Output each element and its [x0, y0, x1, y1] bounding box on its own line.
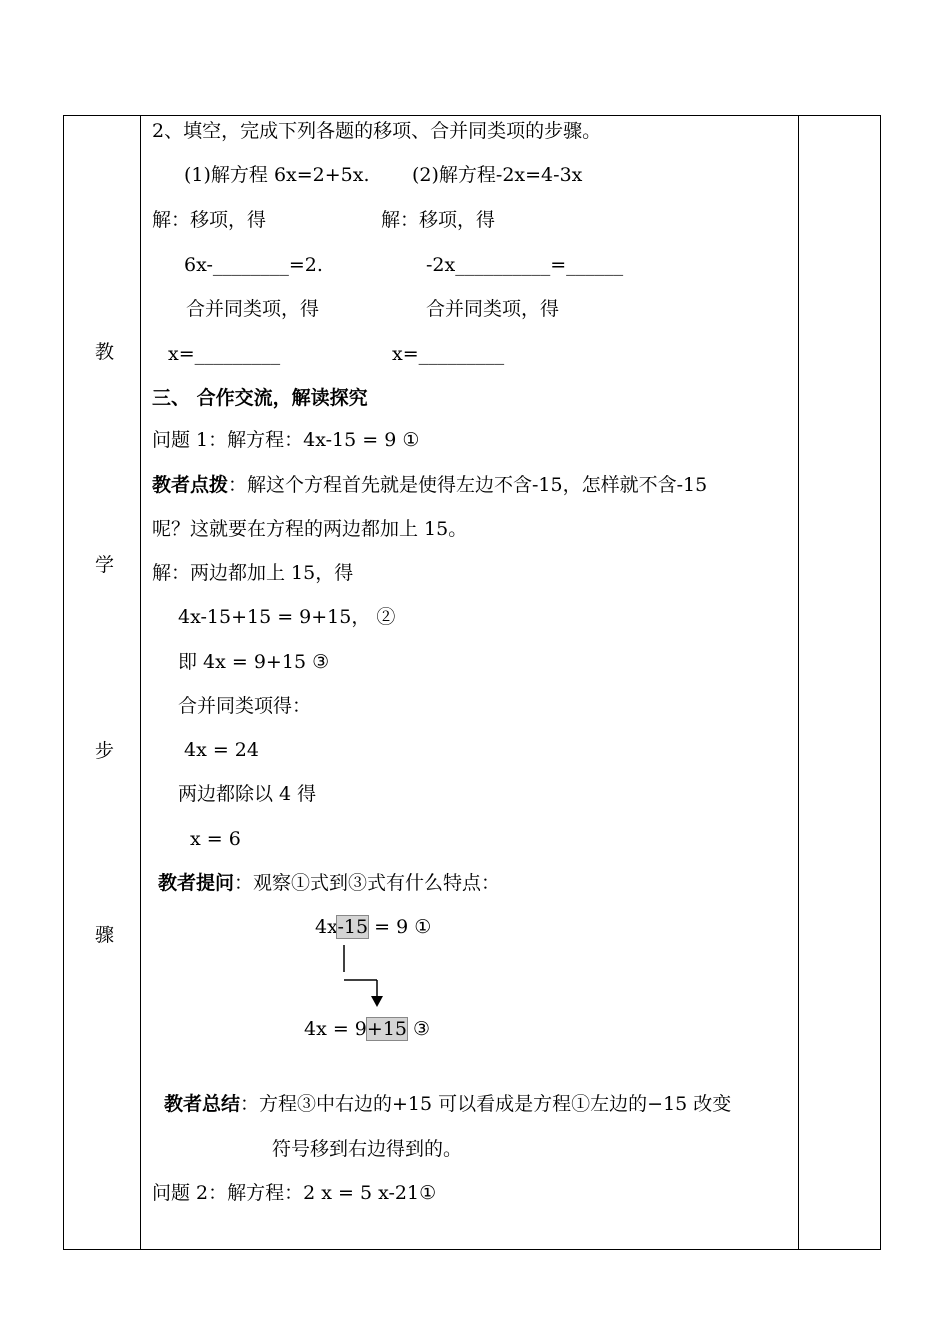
solution-step-1: 解：两边都加上 15，得 [152, 562, 354, 584]
equation-1-left: 4x [315, 916, 338, 938]
solution-step-5: 4x = 24 [184, 739, 259, 761]
side-label-char-3: 步 [95, 740, 115, 762]
problem-1-answer-blank: x=_________ [168, 343, 281, 365]
problem-1-step-move: 解：移项，得 [152, 209, 267, 231]
equation-1-right: = 9 ① [368, 916, 432, 938]
problem-1-blank-1: 6x-________=2. [184, 254, 323, 276]
problem-2-answer-blank: x=_________ [392, 343, 505, 365]
teacher-hint-text: ：解这个方程首先就是使得左边不含-15，怎样就不含-15 [228, 474, 708, 496]
teacher-question [158, 872, 500, 894]
teacher-hint [152, 474, 707, 496]
teacher-question-label: 教者提问 [158, 872, 235, 894]
question-2: 问题 2：解方程：2 x = 5 x-21① [152, 1182, 437, 1204]
problem-2-blank-1: -2x__________=______ [426, 254, 624, 276]
solution-step-7: x = 6 [190, 828, 241, 850]
teacher-summary-continued: 符号移到右边得到的。 [272, 1138, 463, 1160]
equation-3-right: ③ [407, 1018, 431, 1040]
side-label-char-2: 学 [95, 554, 115, 576]
equation-3-left: 4x = 9 [304, 1018, 367, 1040]
equation-3-diagram [304, 1018, 430, 1040]
problem-1-step-combine: 合并同类项，得 [186, 298, 320, 320]
teacher-hint-continued: 呢？这就要在方程的两边都加上 15。 [152, 518, 468, 540]
question-1: 问题 1：解方程：4x-15 = 9 ① [152, 429, 420, 451]
problem-1-title: (1)解方程 6x=2+5x. [184, 164, 370, 186]
move-term-arrow [330, 940, 390, 1010]
section-3-heading: 三、 合作交流，解读探究 [152, 387, 368, 409]
problem-2-step-move: 解：移项，得 [381, 209, 496, 231]
teacher-summary-label: 教者总结 [164, 1093, 241, 1115]
equation-3-highlight: +15 [366, 1018, 408, 1040]
teacher-summary [164, 1093, 731, 1115]
column-divider-right [798, 115, 799, 1250]
solution-step-2: 4x-15+15 = 9+15， ② [178, 606, 396, 628]
side-label-char-4: 骤 [95, 924, 115, 946]
column-divider-left [140, 115, 141, 1250]
teacher-summary-text: ：方程③中右边的+15 可以看成是方程①左边的−15 改变 [240, 1093, 732, 1115]
solution-step-4: 合并同类项得： [178, 695, 312, 717]
fill-blank-instruction: 2、填空，完成下列各题的移项、合并同类项的步骤。 [152, 120, 602, 142]
equation-1-diagram [315, 916, 431, 938]
teacher-question-text: ：观察①式到③式有什么特点： [234, 872, 501, 894]
equation-1-highlight: -15 [337, 916, 369, 938]
problem-2-step-combine: 合并同类项，得 [426, 298, 560, 320]
teacher-hint-label: 教者点拨 [152, 474, 229, 496]
solution-step-3: 即 4x = 9+15 ③ [178, 651, 330, 673]
table-frame [63, 115, 881, 1250]
side-label-char-1: 教 [95, 341, 115, 363]
solution-step-6: 两边都除以 4 得 [178, 783, 317, 805]
problem-2-title: (2)解方程-2x=4-3x [412, 164, 583, 186]
